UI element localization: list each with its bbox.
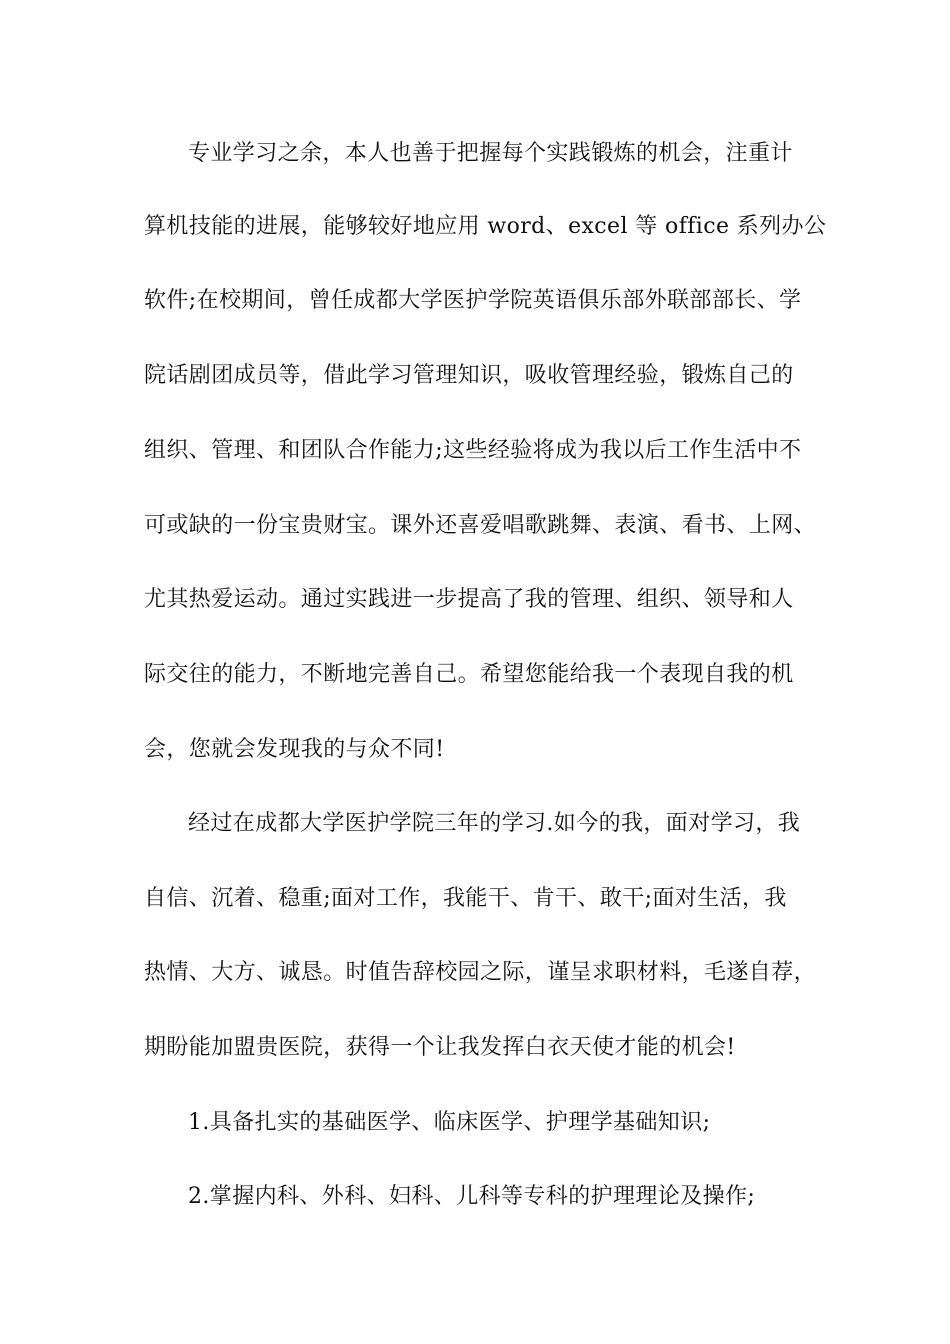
paragraph-line: 自信、沉着、稳重;面对工作，我能干、肯干、敢干;面对生活，我	[144, 886, 787, 911]
list-item: 2.掌握内科、外科、妇科、儿科等专科的护理理论及操作;	[188, 1184, 756, 1209]
paragraph-line: 会，您就会发现我的与众不同!	[144, 737, 445, 762]
paragraph-line: 经过在成都大学医护学院三年的学习.如今的我，面对学习，我	[188, 811, 801, 836]
paragraph-line: 期盼能加盟贵医院，获得一个让我发挥白衣天使才能的机会!	[144, 1035, 736, 1060]
paragraph-line: 尤其热爱运动。通过实践进一步提高了我的管理、组织、领导和人	[144, 587, 794, 612]
paragraph-line: 组织、管理、和团队合作能力;这些经验将成为我以后工作生活中不	[144, 438, 802, 463]
paragraph-line: 可或缺的一份宝贵财宝。课外还喜爱唱歌跳舞、表演、看书、上网、	[144, 513, 817, 538]
paragraph-line: 专业学习之余，本人也善于把握每个实践锻炼的机会，注重计	[188, 141, 793, 166]
paragraph-line: 际交往的能力，不断地完善自己。希望您能给我一个表现自我的机	[144, 662, 794, 687]
paragraph-line: 算机技能的进展，能够较好地应用 word、excel 等 office 系列办公	[144, 214, 827, 239]
list-item: 1.具备扎实的基础医学、临床医学、护理学基础知识;	[188, 1110, 711, 1135]
paragraph-line: 院话剧团成员等，借此学习管理知识，吸收管理经验，锻炼自己的	[144, 363, 794, 388]
paragraph-line: 热情、大方、诚恳。时值告辞校园之际，谨呈求职材料，毛遂自荐，	[144, 960, 817, 985]
paragraph-line: 软件;在校期间，曾任成都大学医护学院英语俱乐部外联部部长、学	[144, 288, 802, 313]
